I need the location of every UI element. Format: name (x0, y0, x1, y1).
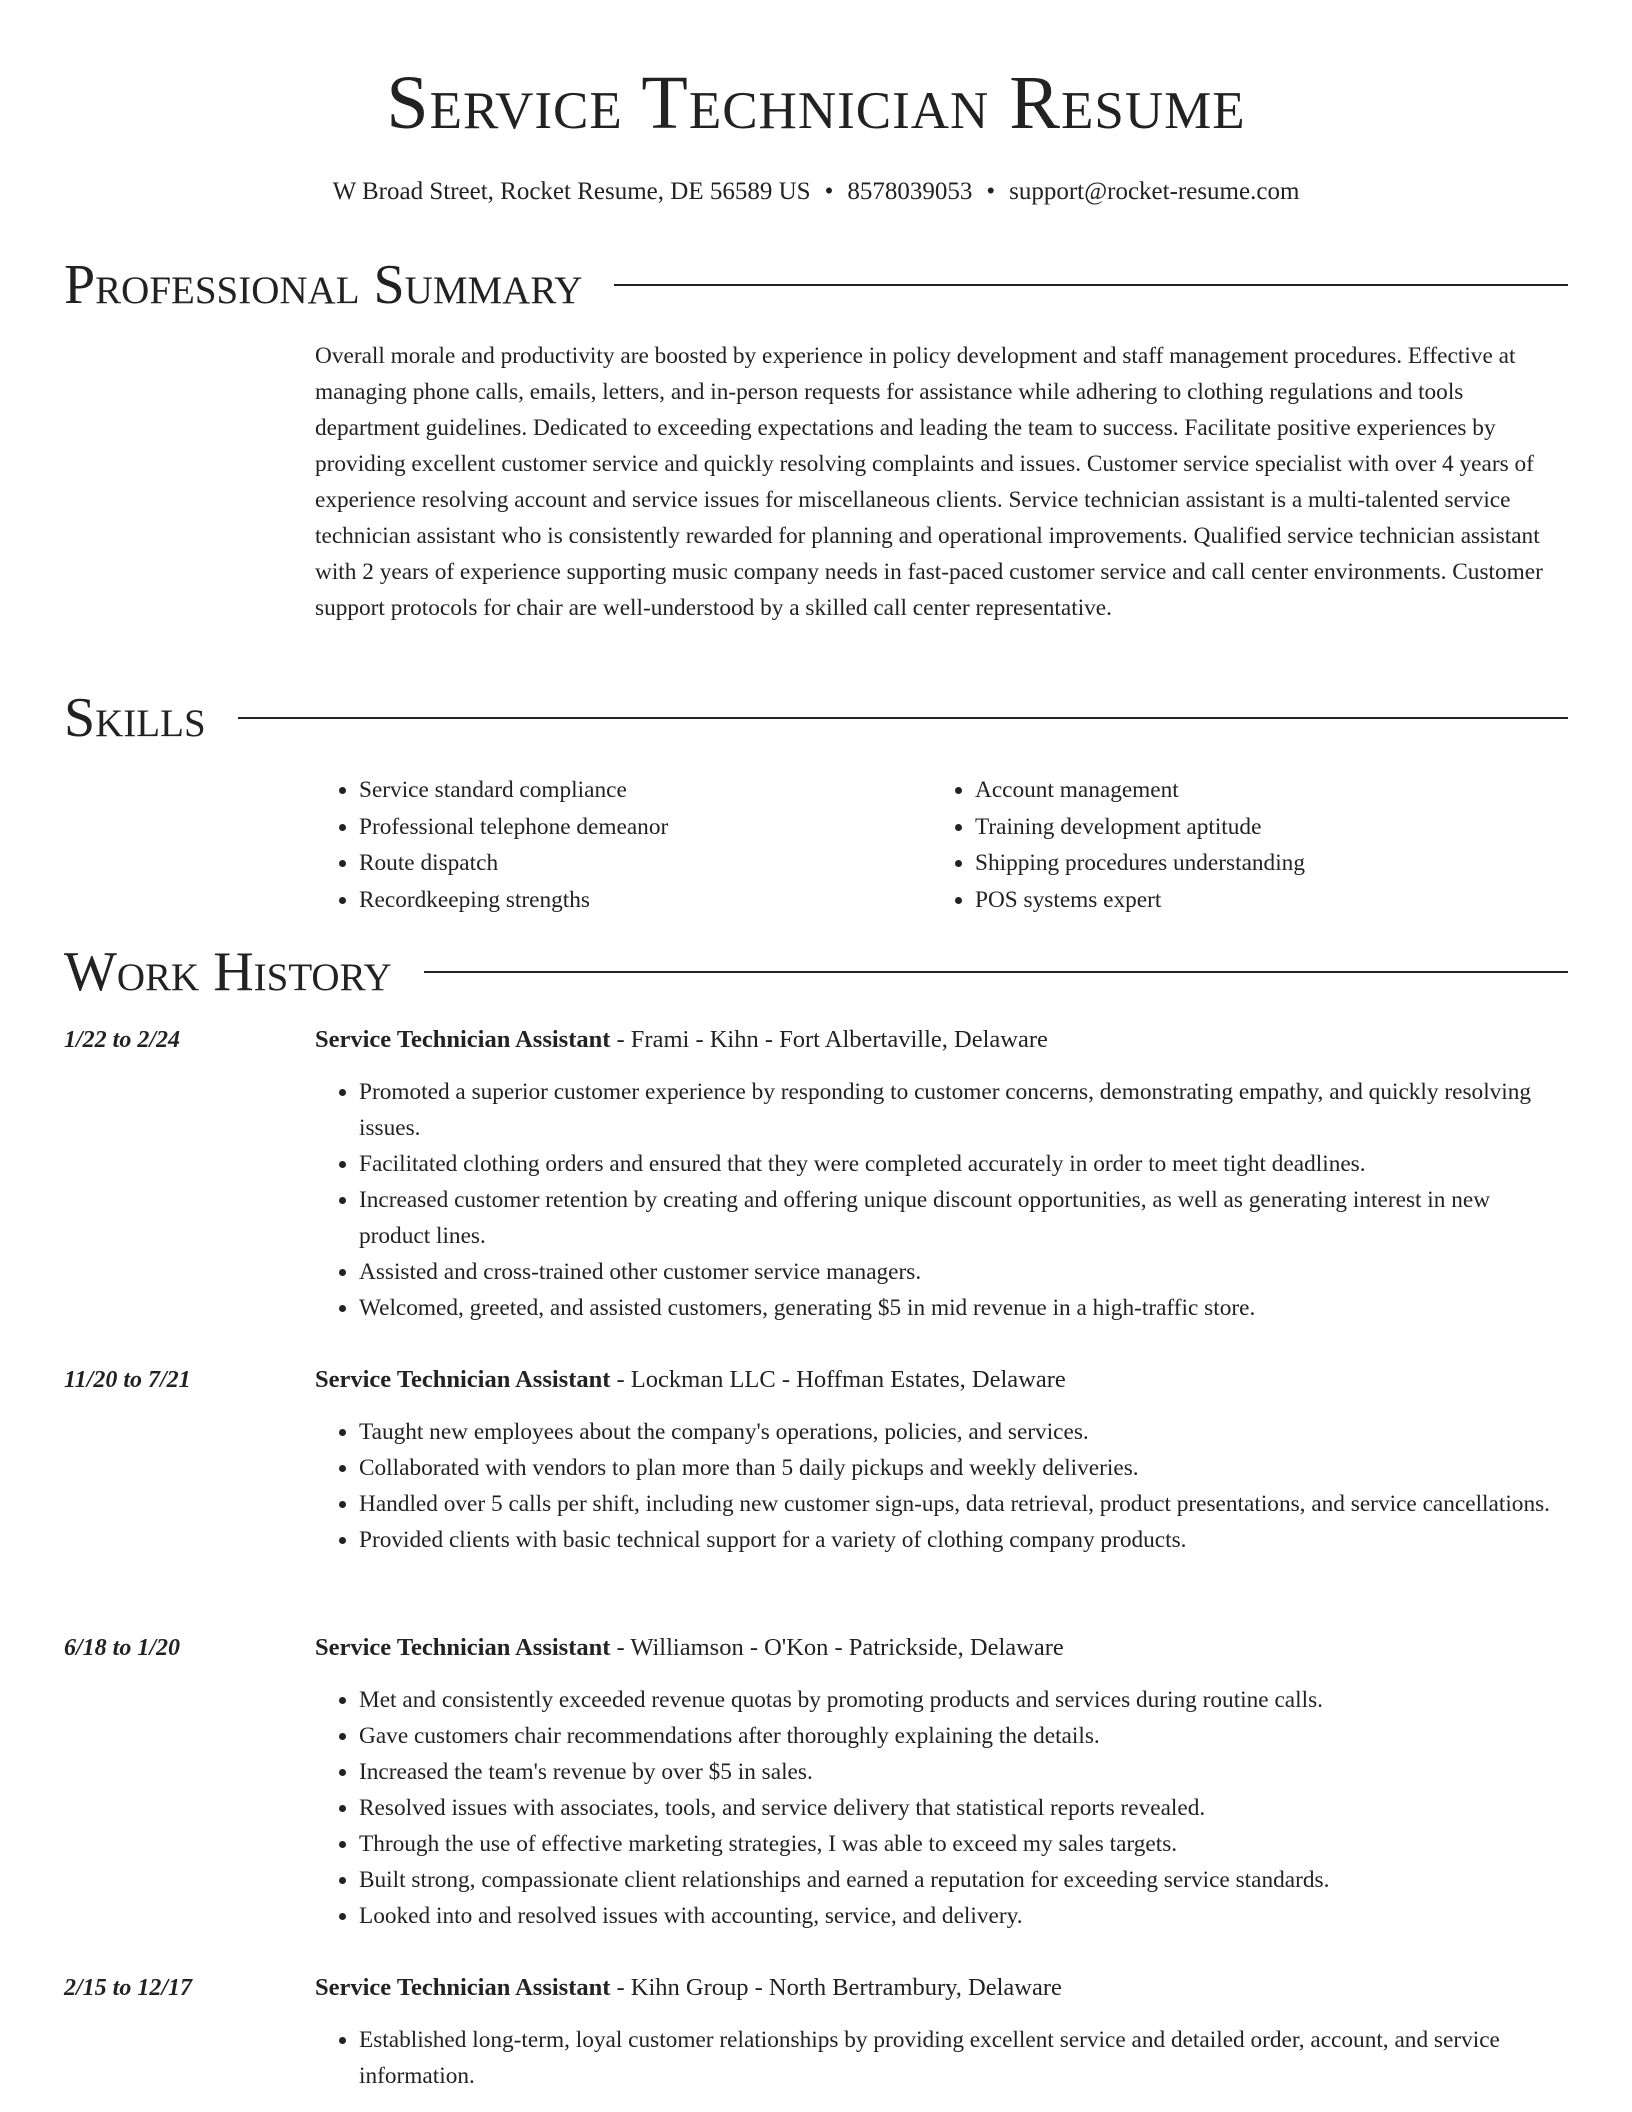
job-bullet: • Increased the team's revenue by over $5 in sales. (359, 1754, 1565, 1790)
job-bullet: • Gave customers chair recommendations after thoroughly explaining the details. (359, 1718, 1565, 1754)
job-title: Service Technician Assistant (315, 1974, 611, 2001)
section-divider (614, 284, 1568, 286)
skills-list (315, 772, 1565, 918)
job-bullet: • Assisted and cross-trained other customer service managers. (359, 1254, 1565, 1290)
job-bullet: • Welcomed, greeted, and assisted customers, generating $5 in mid revenue in a high-traffic store. (359, 1290, 1565, 1326)
contact-phone: 8578039053 (847, 178, 973, 205)
job-bullets (315, 1074, 1565, 1326)
skills-column-right (931, 772, 1547, 918)
contact-line (0, 176, 1632, 208)
skill-item: • Route dispatch (359, 845, 931, 882)
job-company-location: - Kihn Group - North Bertrambury, Delaware (610, 1974, 1062, 2001)
job-bullets (315, 1682, 1565, 1934)
section-divider (424, 971, 1568, 973)
skill-item: • Service standard compliance (359, 772, 931, 809)
skills-section-header (64, 686, 1568, 750)
contact-email: support@rocket-resume.com (1009, 178, 1300, 205)
job-heading (315, 1630, 1064, 1666)
skills-column-left (315, 772, 931, 918)
contact-separator: • (986, 178, 996, 205)
job-bullet: • Promoted a superior customer experience by responding to customer concerns, demonstrating empathy, and quickly resolving issues. (359, 1074, 1565, 1146)
skill-item: • Professional telephone demeanor (359, 809, 931, 846)
job-date: 1/22 to 2/24 (64, 1027, 181, 1053)
summary-section-title: Professional Summary (64, 254, 583, 316)
work-section-title: Work History (64, 941, 392, 1003)
job-bullet: • Built strong, compassionate client relationships and earned a reputation for exceeding service standards. (359, 1862, 1565, 1898)
job-bullet: • Provided clients with basic technical support for a variety of clothing company products. (359, 1522, 1565, 1558)
job-heading (315, 1970, 1062, 2006)
job-bullet: • Looked into and resolved issues with accounting, service, and delivery. (359, 1898, 1565, 1934)
skill-item: • Shipping procedures understanding (975, 845, 1547, 882)
skills-section-title: Skills (64, 687, 206, 749)
job-heading (315, 1362, 1066, 1398)
job-bullet: • Met and consistently exceeded revenue quotas by promoting products and services during routine calls. (359, 1682, 1565, 1718)
job-heading (315, 1022, 1048, 1058)
job-bullets (315, 1414, 1565, 1558)
job-bullet: • Established long-term, loyal customer relationships by providing excellent service and detailed order, account, and service information. (359, 2022, 1565, 2094)
job-title: Service Technician Assistant (315, 1026, 611, 1053)
job-company-location: - Williamson - O'Kon - Patrickside, Delaware (610, 1634, 1064, 1661)
summary-text: Overall morale and productivity are boosted by experience in policy development and staff management procedures. Effective at managing phone calls, emails, letters, and in-person requests for assistance while adhering to clothing regulations and tools department guidelines. Dedicated to exceeding expectations and leading the team to success. Facilitate positive experiences by providing excellent customer service and quickly resolving complaints and issues. Customer service specialist with over 4 years of experience resolving account and service issues for miscellaneous clients. Service technician assistant is a multi-talented service technician assistant who is consistently rewarded for planning and operational improvements. Qualified service technician assistant with 2 years of experience supporting music company needs in fast-paced customer service and call center environments. Customer support protocols for chair are well-understood by a skilled call center representative. (315, 343, 1543, 621)
job-date: 6/18 to 1/20 (64, 1635, 181, 1661)
skill-item: • Training development aptitude (975, 809, 1547, 846)
job-bullet: • Collaborated with vendors to plan more than 5 daily pickups and weekly deliveries. (359, 1450, 1565, 1486)
job-bullet: • Through the use of effective marketing strategies, I was able to exceed my sales targets. (359, 1826, 1565, 1862)
job-title: Service Technician Assistant (315, 1634, 611, 1661)
job-title: Service Technician Assistant (315, 1366, 611, 1393)
job-date: 2/15 to 12/17 (64, 1975, 193, 2001)
section-divider (238, 717, 1568, 719)
job-bullet: • Taught new employees about the company's operations, policies, and services. (359, 1414, 1565, 1450)
job-date: 11/20 to 7/21 (64, 1367, 191, 1393)
contact-separator: • (824, 178, 834, 205)
job-bullet: • Increased customer retention by creating and offering unique discount opportunities, as well as generating interest in new product lines. (359, 1182, 1565, 1254)
contact-address: W Broad Street, Rocket Resume, DE 56589 US (332, 178, 811, 205)
resume-title: Service Technician Resume (386, 61, 1246, 145)
job-company-location: - Frami - Kihn - Fort Albertaville, Delaware (610, 1026, 1048, 1053)
job-bullet: • Handled over 5 calls per shift, including new customer sign-ups, data retrieval, product presentations, and service cancellations. (359, 1486, 1565, 1522)
work-section-header (64, 940, 1568, 1004)
skill-item: • Account management (975, 772, 1547, 809)
job-bullets (315, 2022, 1565, 2094)
job-bullet: • Resolved issues with associates, tools, and service delivery that statistical reports revealed. (359, 1790, 1565, 1826)
skill-item: • Recordkeeping strengths (359, 882, 931, 919)
summary-section-header (64, 253, 1568, 317)
job-bullet: • Facilitated clothing orders and ensured that they were completed accurately in order to meet tight deadlines. (359, 1146, 1565, 1182)
skill-item: • POS systems expert (975, 882, 1547, 919)
job-company-location: - Lockman LLC - Hoffman Estates, Delaware (610, 1366, 1066, 1393)
